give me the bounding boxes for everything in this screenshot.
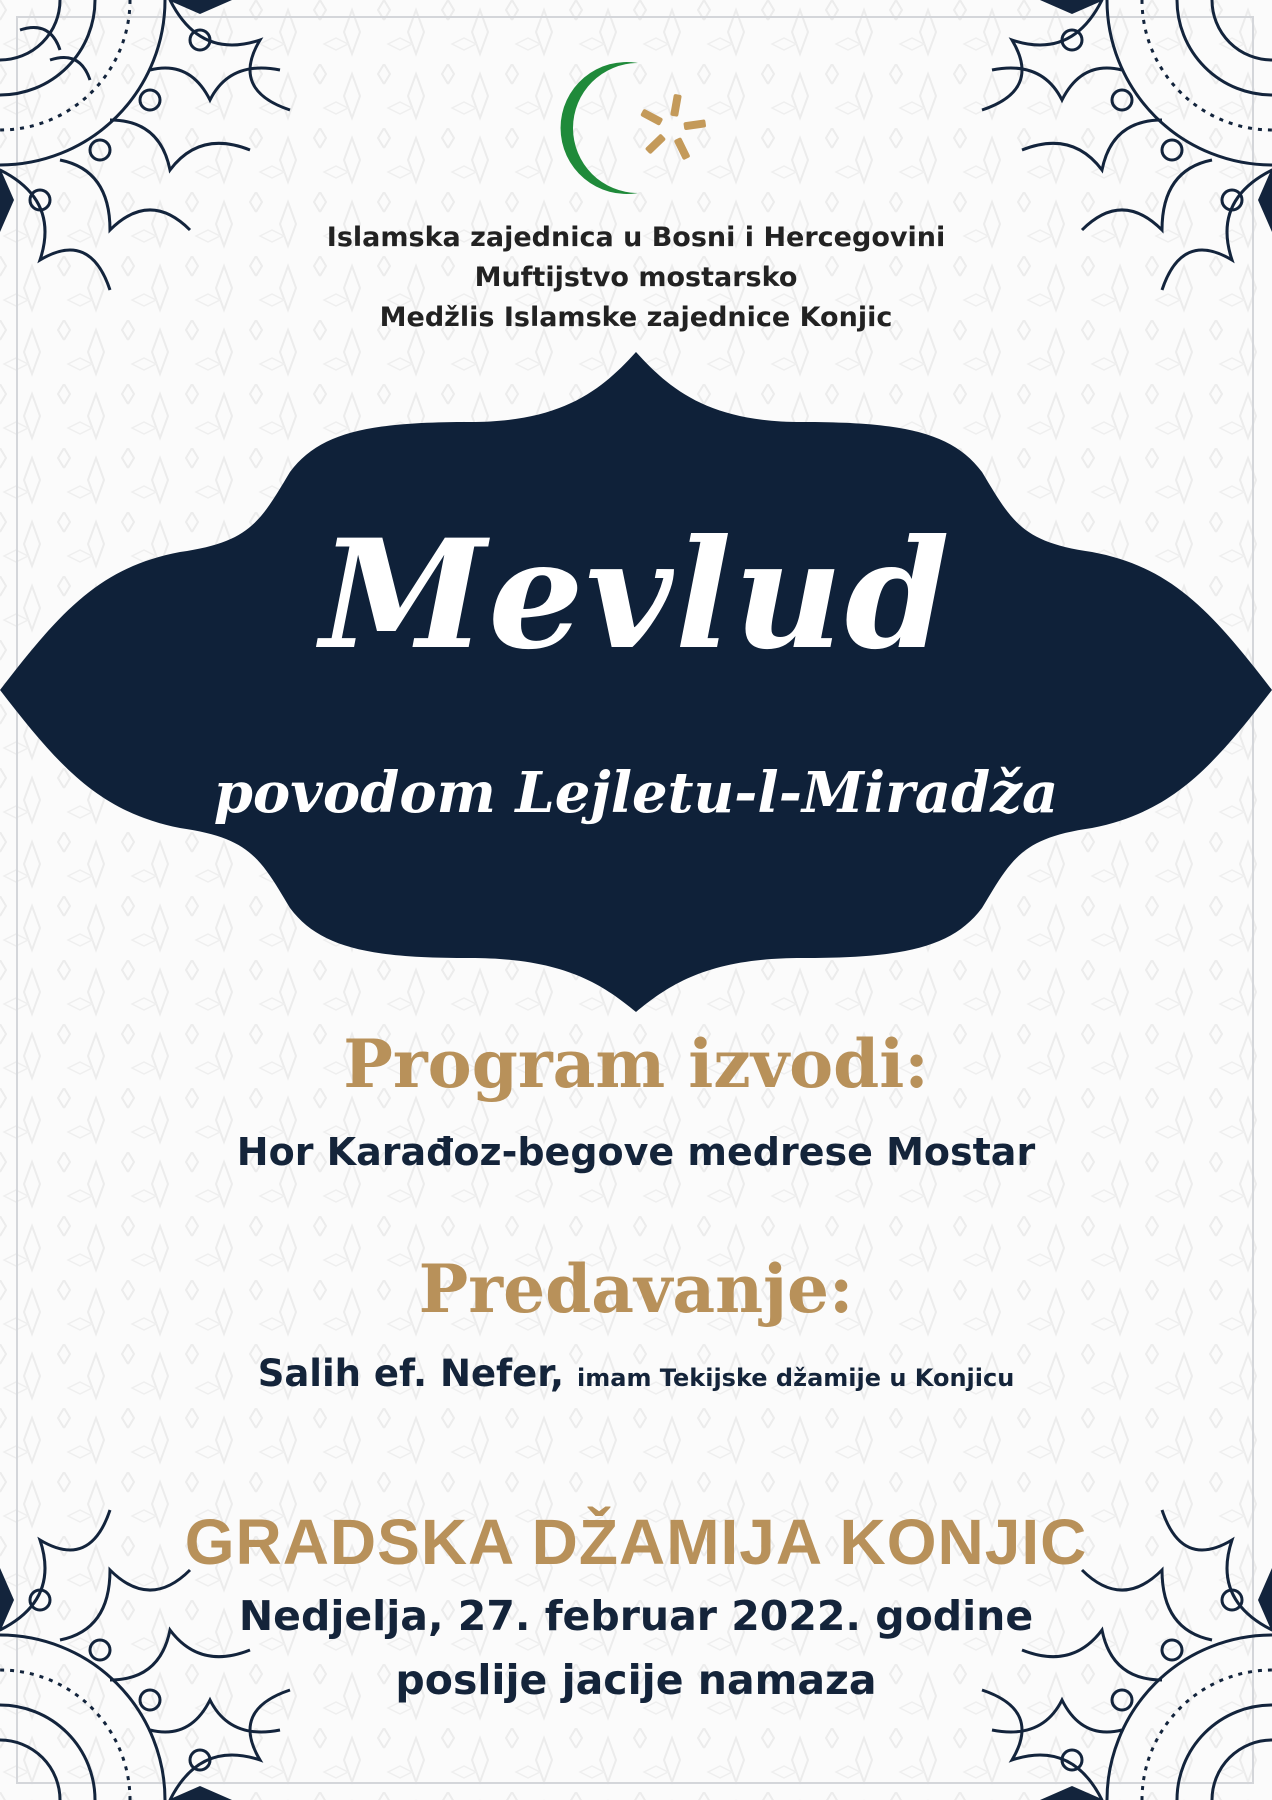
event-subtitle: povodom Lejletu-l-Miradža <box>213 760 1059 826</box>
program-heading: Program izvodi: <box>343 1025 929 1103</box>
performer-name: Hor Karađoz-begove medrese Mostar <box>236 1130 1036 1174</box>
organization-line-3: Medžlis Islamske zajednice Konjic <box>379 302 893 333</box>
organization-line-2: Muftijstvo mostarsko <box>474 262 798 293</box>
mandala-ornament-icon <box>972 0 1272 300</box>
event-title: Mevlud <box>320 507 952 683</box>
mandala-ornament-icon <box>0 0 300 300</box>
speaker-name: Salih ef. Nefer, <box>257 1352 565 1395</box>
speaker-line <box>0 1352 1272 1395</box>
lecture-heading: Predavanje: <box>418 1250 854 1328</box>
event-date: Nedjelja, 27. februar 2022. godine <box>238 1592 1034 1640</box>
venue-name: GRADSKA DŽAMIJA KONJIC <box>184 1506 1088 1578</box>
organization-line-1: Islamska zajednica u Bosni i Hercegovini <box>326 222 946 253</box>
speaker-role: imam Tekijske džamije u Konjicu <box>577 1364 1015 1392</box>
crescent-star-logo-icon <box>560 58 720 198</box>
event-time: poslije jacije namaza <box>395 1656 877 1704</box>
